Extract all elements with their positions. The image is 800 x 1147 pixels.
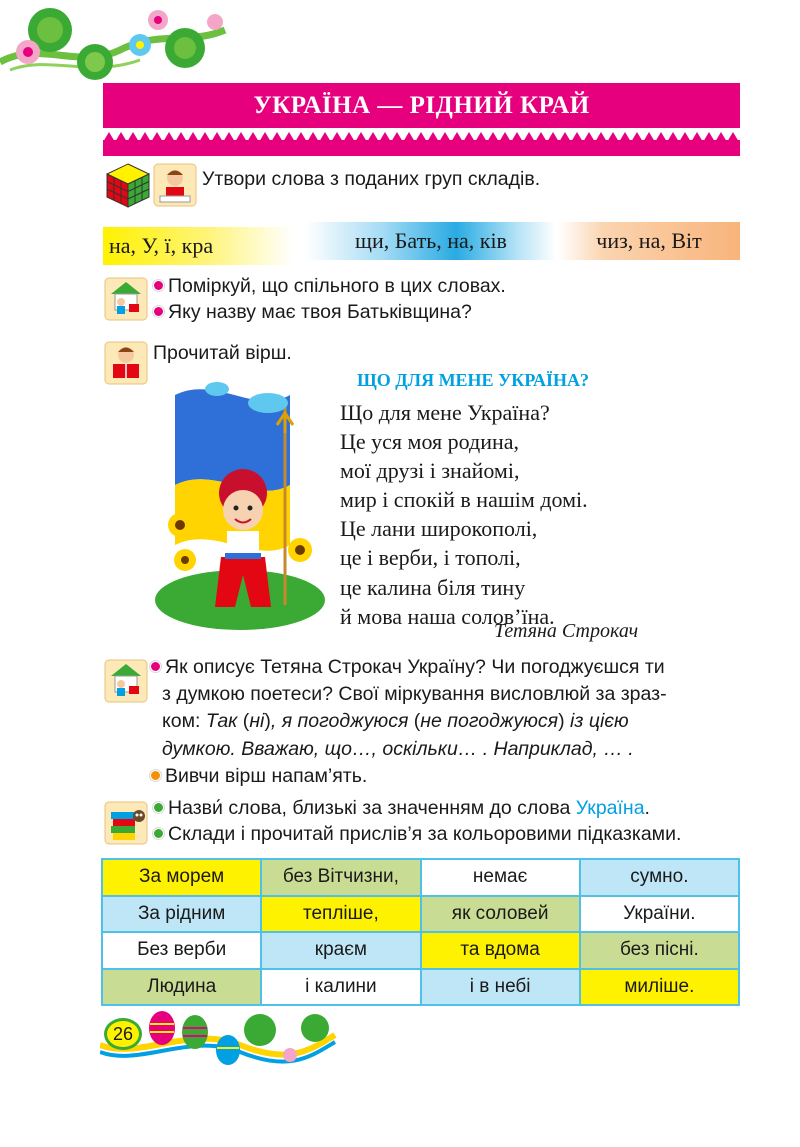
poem-line: мир і спокій в нашім домі.	[340, 487, 588, 513]
table-cell: і в небі	[421, 969, 580, 1006]
proverb-table	[101, 858, 740, 1006]
table-cell: і калини	[261, 969, 420, 1006]
title-banner	[103, 83, 740, 128]
ukrainian-boy-flag-illustration	[155, 375, 325, 630]
house-child-icon	[103, 658, 149, 704]
child-writing-icon	[152, 162, 198, 208]
poem-line: Це уся моя родина,	[340, 429, 520, 455]
table-cell: без пісні.	[580, 932, 739, 969]
poem-title: ЩО ДЛЯ МЕНЕ УКРАЇНА?	[357, 370, 590, 390]
poem-body	[340, 398, 588, 631]
task-4-block	[150, 654, 750, 790]
house-child-icon	[103, 276, 149, 322]
rubiks-cube-icon	[103, 160, 153, 210]
poem-line: це калина біля тину	[340, 574, 526, 600]
task-1-instruction: Утвори слова з поданих груп складів.	[202, 168, 541, 190]
table-row	[102, 932, 739, 969]
table-cell: За рідним	[102, 896, 261, 933]
syllable-group-1: на, У, ї, кра	[103, 227, 293, 265]
task-2-bullet-1: Поміркуй, що спільного в цих словах.	[153, 275, 506, 298]
poem-line: Це лани широкополі,	[340, 516, 538, 542]
syllable-group-3: чиз, на, Віт	[558, 222, 740, 260]
table-cell: без Вітчизни,	[261, 859, 420, 896]
page-number: 26	[104, 1018, 142, 1050]
pink-bullet-icon	[153, 306, 164, 317]
table-cell: сумно.	[580, 859, 739, 896]
table-cell: України.	[580, 896, 739, 933]
green-bullet-icon	[153, 802, 164, 813]
syllable-group-2: щи, Бать, на, ків	[306, 222, 556, 260]
poem-line: й мова наша солов’їна.	[340, 603, 555, 629]
task-4-line-3: ком: Так (ні), я погоджуюся (не погоджуюся) із цією	[162, 710, 629, 733]
pink-bullet-icon	[153, 280, 164, 291]
table-row	[102, 859, 739, 896]
table-cell: За морем	[102, 859, 261, 896]
task-4-line-2: з думкою поетеси? Свої міркування висловлюй за зраз-	[162, 683, 667, 706]
poem-line: мої друзі і знайомі,	[340, 458, 520, 484]
table-cell: краєм	[261, 932, 420, 969]
poem-line: це і верби, і тополі,	[340, 545, 521, 571]
poem-author: Тетяна Строкач	[494, 620, 639, 642]
table-cell: немає	[421, 859, 580, 896]
zigzag-border	[103, 130, 740, 156]
table-cell: та вдома	[421, 932, 580, 969]
floral-vine-decoration	[0, 0, 230, 90]
books-owl-icon	[103, 800, 149, 846]
table-cell: Людина	[102, 969, 261, 1006]
green-bullet-icon	[153, 828, 164, 839]
table-cell: миліше.	[580, 969, 739, 1006]
task-3-instruction: Прочитай вірш.	[153, 342, 292, 364]
page-title: УКРАЇНА — РІДНИЙ КРАЙ	[253, 91, 590, 119]
task-4-line-5: Вивчи вірш напам’ять.	[150, 763, 750, 790]
task-2-bullet-2: Яку назву має твоя Батьківщина?	[153, 301, 472, 324]
poem-line: Що для мене Україна?	[340, 400, 550, 425]
task-5-bullet-1: Назви́ слова, близькі за значенням до слова Україна.	[153, 797, 650, 820]
table-cell: тепліше,	[261, 896, 420, 933]
orange-bullet-icon	[150, 770, 161, 781]
task-5-bullet-2: Склади і прочитай прислів’я за кольоровими підказками.	[153, 823, 681, 846]
table-cell: як соловей	[421, 896, 580, 933]
table-cell: Без верби	[102, 932, 261, 969]
child-reading-icon	[103, 340, 149, 386]
task-4-line-4: думкою. Вважаю, що…, оскільки… . Наприклад, … .	[162, 737, 634, 760]
table-row	[102, 896, 739, 933]
pink-bullet-icon	[150, 661, 161, 672]
task-4-line-1: Як описує Тетяна Строкач Україну? Чи погоджуєшся ти	[150, 654, 750, 681]
highlighted-word: Україна	[575, 797, 645, 819]
